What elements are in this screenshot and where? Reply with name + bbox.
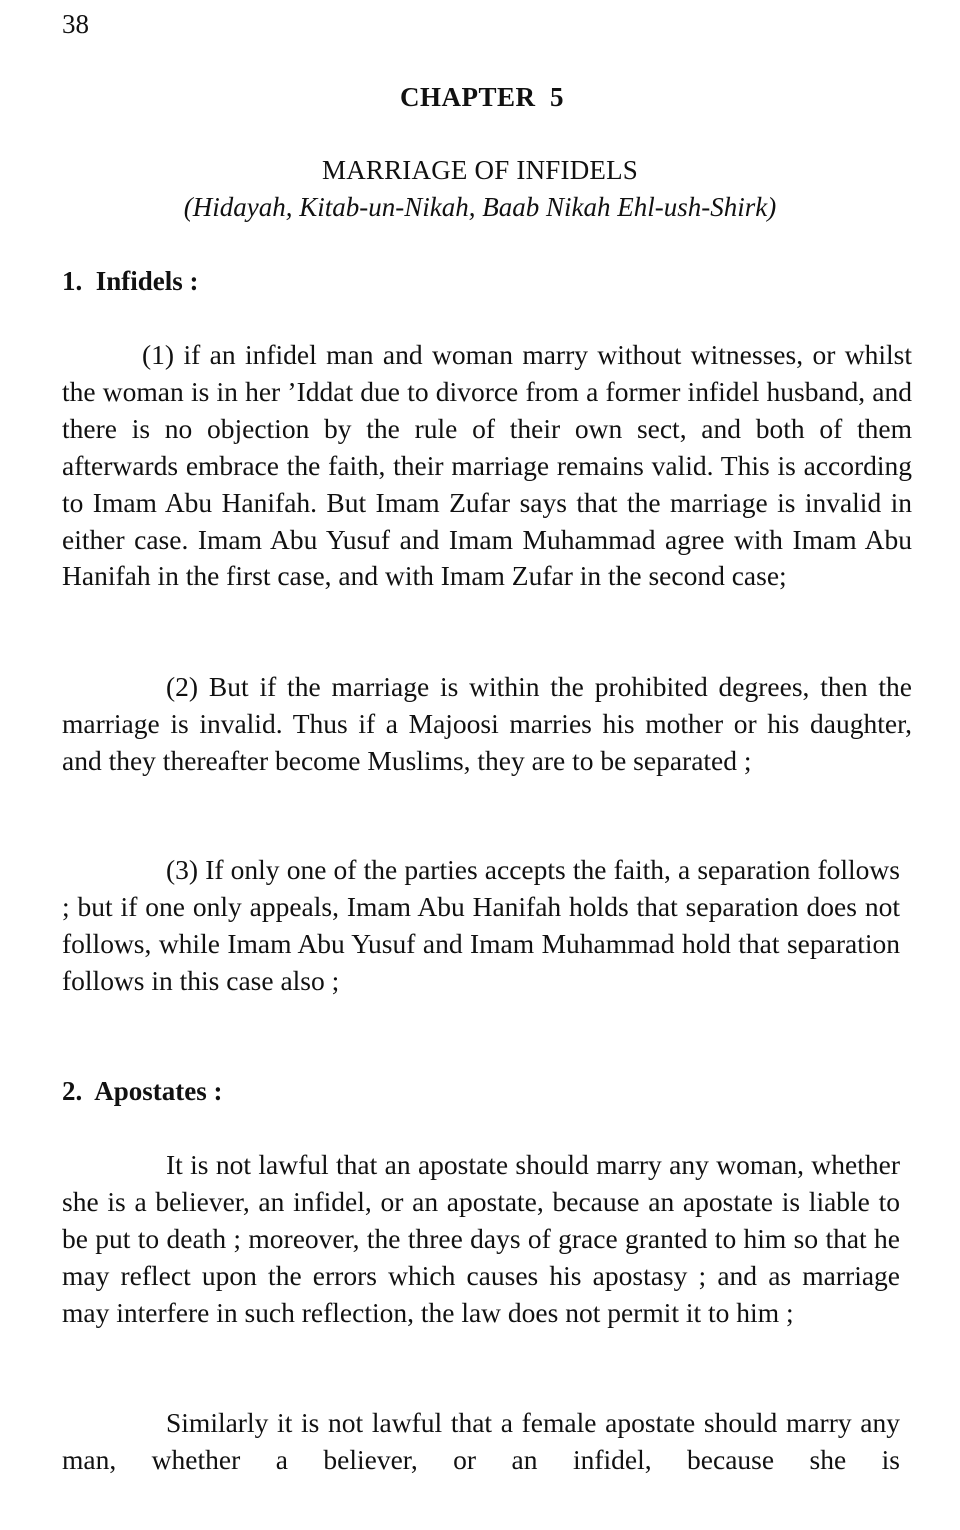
paragraph-infidels-2: (2) But if the marriage is within the prohibited degrees, then the marriage is invalid. Thus if a Majoosi marries his mother or his daughter, and they thereafter become Muslims, they are to be separated ;: [62, 671, 912, 776]
paragraph-infidels-1: (1) if an infidel man and woman marry without witnesses, or whilst the woman is in her ’Iddat due to divorce from a former infidel husband, and there is no objection by the rule of their own sect, and both of them afterwards embrace the faith, their marriage remains valid. This is according to Imam Abu Hanifah. But Imam Zufar says that the marriage is invalid in either case. Imam Abu Yusuf and Imam Muhammad agree with Imam Abu Hanifah in the first case, and with Imam Zufar in the second case;: [62, 339, 912, 592]
section-heading-apostates: 2. Apostates :: [62, 1076, 223, 1106]
paragraph-infidels-3: (3) If only one of the parties accepts the faith, a separation follows ; but if one only appeals, Imam Abu Hanifah holds that separation does not follows, while Imam Abu Yusuf and Imam Muhammad hold that separation follows in this case also ;: [62, 854, 900, 996]
chapter-subtitle: (Hidayah, Kitab-un-Nikah, Baab Nikah Ehl-ush-Shirk): [183, 192, 777, 222]
paragraph-apostates-2: Similarly it is not lawful that a female apostate should marry any man, whether a believer, or an infidel, because she is: [62, 1407, 900, 1475]
chapter-title: MARRIAGE OF INFIDELS: [321, 155, 639, 185]
paragraph-apostates-1: It is not lawful that an apostate should marry any woman, whether she is a believer, an infidel, or an apostate, because an apostate is liable to be put to death ; moreover, the three days of grace granted to him so that he may reflect upon the errors which causes his apostasy ; and as marriage may interfere in such reflection, the law does not permit it to him ;: [62, 1149, 900, 1328]
page-number: 38: [62, 9, 89, 39]
section-heading-infidels: 1. Infidels :: [62, 266, 199, 296]
chapter-label: CHAPTER 5: [399, 82, 564, 112]
